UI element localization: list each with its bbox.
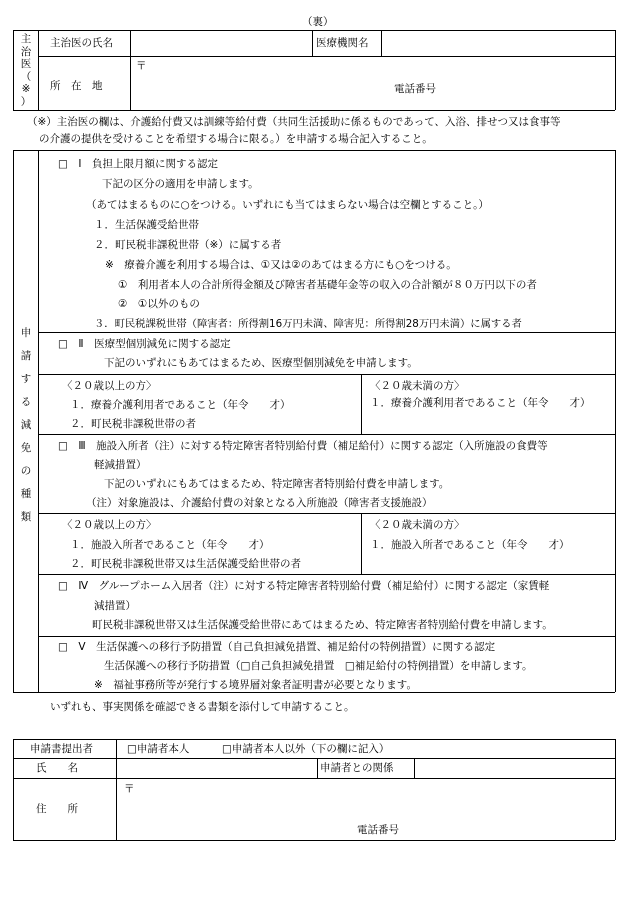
section-3-left-1: １．施設入所者であること（年令 才） bbox=[70, 539, 270, 551]
section-2-left-2: ２．町民税非課税世帯の者 bbox=[70, 418, 196, 430]
section-5-line2: ※ 福祉事務所等が発行する境界層対象者証明書が必要となります。 bbox=[94, 679, 417, 691]
section-1-line3: １．生活保護受給世帯 bbox=[94, 219, 199, 231]
physician-postal-mark: 〒 bbox=[136, 60, 147, 72]
attach-note: いずれも、事実関係を確認できる書類を添付して申請すること。 bbox=[50, 701, 355, 713]
submitter-name-label: 氏 名 bbox=[36, 762, 78, 774]
section-2-left-head: 〈２０歳以上の方〉 bbox=[62, 380, 157, 392]
section-1-line7: ② ①以外のもの bbox=[118, 298, 200, 310]
submitter-phone-label: 電話番号 bbox=[357, 824, 399, 836]
relation-label: 申請者との関係 bbox=[320, 762, 394, 774]
physician-phone-label: 電話番号 bbox=[394, 83, 436, 95]
section-3-line1: 下記のいずれにもあてはまるため、特定障害者特別給付費を申請します。 bbox=[104, 478, 450, 490]
section-2-title: □ Ⅱ 医療型個別減免に関する認定 bbox=[58, 338, 231, 350]
institution-label: 医療機関名 bbox=[316, 37, 369, 49]
submitter-label: 申請書提出者 bbox=[30, 743, 93, 755]
section-1-title: □ Ⅰ 負担上限月額に関する認定 bbox=[58, 158, 219, 170]
section-2-right-1: １．療養介護利用者であること（年令 才） bbox=[370, 397, 591, 409]
physician-name-label: 主治医の氏名 bbox=[50, 37, 113, 49]
physician-address-label: 所 在 地 bbox=[50, 80, 103, 92]
section-1-line1: 下記の区分の適用を申請します。 bbox=[102, 178, 259, 190]
section-1-line8: ３．町民税課税世帯（障害者：所得割16万円未満、障害児：所得割28万円未満）に属する者 bbox=[94, 318, 522, 330]
section-3-left-2: ２．町民税非課税世帯又は生活保護受給世帯の者 bbox=[70, 558, 301, 570]
submitter-option-other[interactable]: □申請者本人以外（下の欄に記入） bbox=[222, 743, 390, 755]
reduction-vertical-label: 申 請 す る 減 免 の 種 類 bbox=[20, 327, 32, 523]
section-4-title: □ Ⅳ グループホーム入居者（注）に対する特定障害者特別給付費（補足給付）に関する認定（家賃軽 bbox=[58, 580, 550, 592]
section-4-line1: 町民税非課税世帯又は生活保護受給世帯にあてはまるため、特定障害者特別給付費を申請します。 bbox=[92, 619, 553, 631]
section-2-right-head: 〈２０歳未満の方〉 bbox=[370, 380, 465, 392]
physician-note-line2: の介護の提供を受けることを希望する場合に限る。）を申請する場合記入すること。 bbox=[39, 133, 433, 145]
section-3-line2: （注）対象施設は、介護給付費の対象となる入所施設（障害者支援施設） bbox=[86, 497, 433, 509]
submitter-option-self[interactable]: □申請者本人 bbox=[127, 743, 190, 755]
section-3-right-head: 〈２０歳未満の方〉 bbox=[370, 519, 465, 531]
section-4-title2: 減措置） bbox=[94, 600, 136, 612]
section-1-line6: ① 利用者本人の合計所得金額及び障害者基礎年金等の収入の合計額が８０万円以下の者 bbox=[118, 279, 537, 291]
section-2-line1: 下記のいずれにもあてはまるため、医療型個別減免を申請します。 bbox=[104, 357, 418, 369]
physician-note-line1: （※）主治医の欄は、介護給付費又は訓練等給付費（共同生活援助に係るものであって、入浴、排せつ又は食事等 bbox=[27, 116, 561, 128]
section-3-title2: 軽減措置） bbox=[94, 459, 147, 471]
section-3-left-head: 〈２０歳以上の方〉 bbox=[62, 519, 157, 531]
section-1-line2: （あてはまるものに○をつける。いずれにも当てはまらない場合は空欄とすること。） bbox=[86, 199, 489, 211]
submitter-postal-mark: 〒 bbox=[124, 783, 135, 795]
section-1-line5: ※ 療養介護を利用する場合は、①又は②のあてはまる方にも○をつける。 bbox=[105, 259, 457, 271]
section-5-line1: 生活保護への移行予防措置（□自己負担減免措置 □補足給付の特例措置）を申請します。 bbox=[104, 660, 533, 672]
section-3-title: □ Ⅲ 施設入所者（注）に対する特定障害者特別給付費（補足給付）に関する認定（入所施設の食費等 bbox=[58, 440, 548, 452]
section-5-title: □ Ⅴ 生活保護への移行予防措置（自己負担減免措置、補足給付の特例措置）に関する認定 bbox=[58, 641, 496, 653]
section-3-right-1: １．施設入所者であること（年令 才） bbox=[370, 539, 570, 551]
section-2-left-1: １．療養介護利用者であること（年令 才） bbox=[70, 399, 291, 411]
physician-vertical-label: 主 治 医 （ ※ ） bbox=[20, 33, 32, 108]
page-label: （裏） bbox=[302, 16, 334, 28]
section-1-line4: ２．町民税非課税世帯（※）に属する者 bbox=[94, 239, 282, 251]
submitter-address-label: 住 所 bbox=[36, 803, 78, 815]
